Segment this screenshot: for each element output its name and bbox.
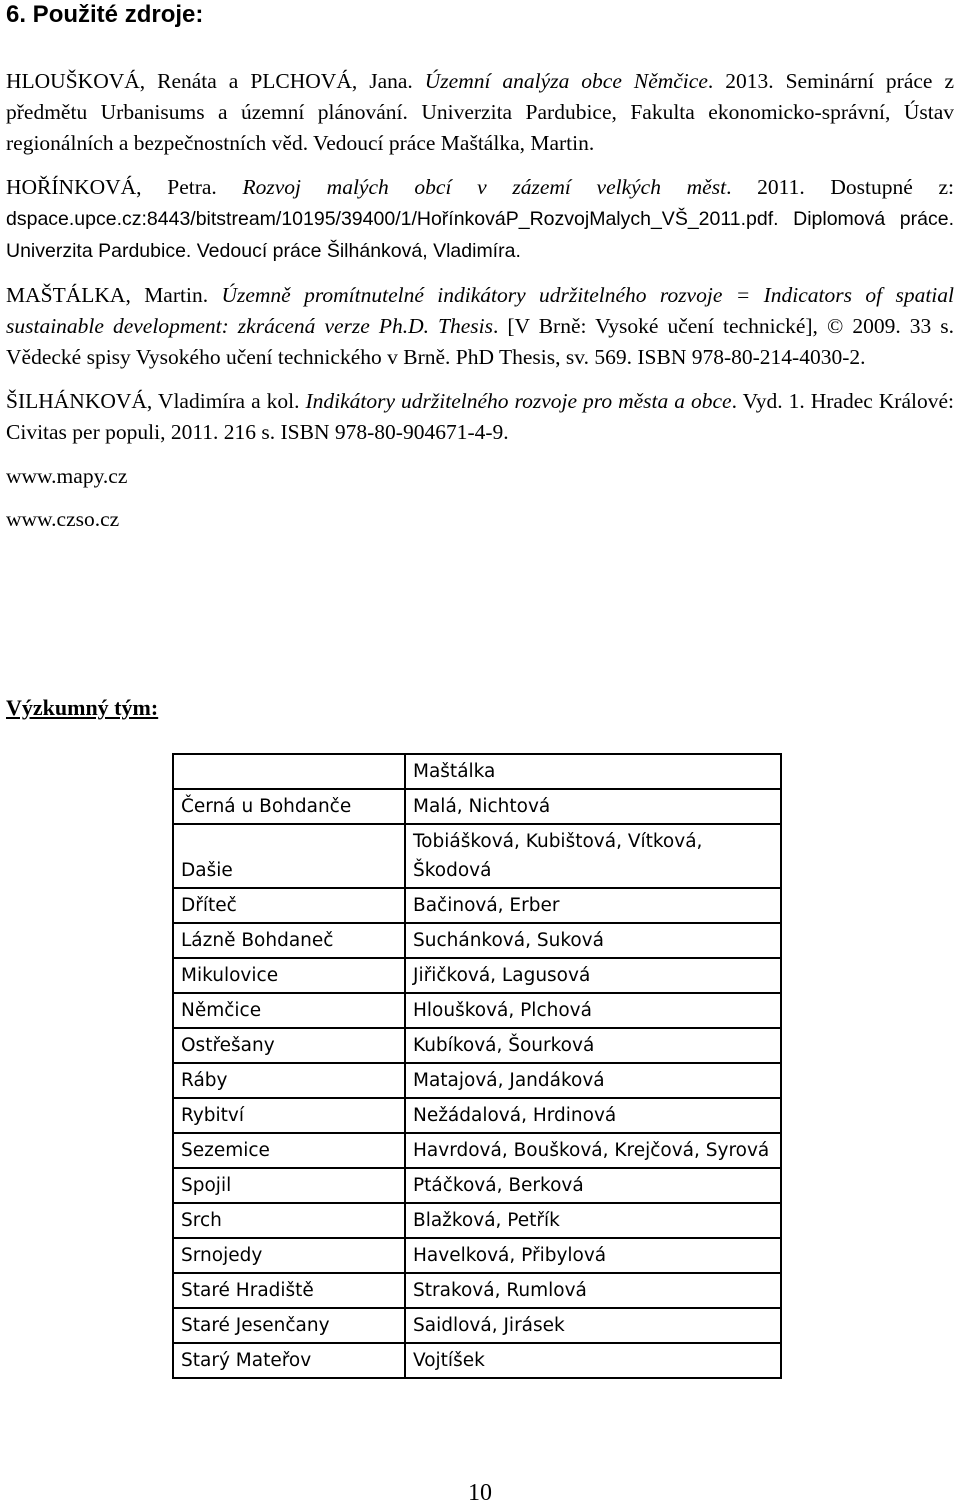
link-czso[interactable]: www.czso.cz — [6, 507, 120, 531]
reference-item — [6, 280, 954, 373]
members-cell: Havrdová, Boušková, Krejčová, Syrová — [405, 1133, 781, 1168]
page-number: 10 — [468, 1480, 492, 1506]
table-row — [173, 1028, 781, 1063]
table-row — [173, 923, 781, 958]
members-cell: Straková, Rumlová — [405, 1273, 781, 1308]
reference-url[interactable]: dspace.upce.cz:8443/bitstream/10195/39400/1/HořínkováP_RozvojMalych_VŠ_2011.pdf. — [6, 208, 779, 230]
members-cell: Hloušková, Plchová — [405, 993, 781, 1028]
reference-title: Indikátory udržitelného rozvoje pro města a obce — [305, 389, 732, 413]
town-cell: Mikulovice — [173, 958, 405, 993]
town-cell: Rybitví — [173, 1098, 405, 1133]
references-list — [6, 66, 954, 547]
members-cell: Bačinová, Erber — [405, 888, 781, 923]
team-table — [172, 753, 782, 1379]
members-cell: Saidlová, Jirásek — [405, 1308, 781, 1343]
team-heading: Výzkumný tým: — [6, 695, 159, 720]
town-cell: Lázně Bohdaneč — [173, 923, 405, 958]
members-cell: Tobiášková, Kubištová, Vítková, Škodová — [405, 824, 781, 888]
table-row — [173, 1133, 781, 1168]
reference-authors: MAŠTÁLKA, Martin. — [6, 283, 222, 307]
reference-authors: HLOUŠKOVÁ, Renáta a PLCHOVÁ, Jana. — [6, 69, 425, 93]
table-row — [173, 824, 781, 888]
reference-details: . 2013. Seminární práce z předmětu Urbanisums a územní plánování. Univerzita Pardubice, Fakulta ekonomicko-správní, Ústav regionálních a bezpečnostních věd. Vedoucí práce Maštálka, Martin. — [6, 69, 954, 155]
town-cell — [173, 754, 405, 789]
table-row — [173, 1238, 781, 1273]
reference-title: Územní analýza obce Němčice — [424, 69, 708, 93]
town-cell: Starý Mateřov — [173, 1343, 405, 1378]
town-cell: Staré Hradiště — [173, 1273, 405, 1308]
town-cell: Černá u Bohdanče — [173, 789, 405, 824]
reference-details: . 2011. Dostupné z: — [726, 175, 954, 199]
members-cell: Matajová, Jandáková — [405, 1063, 781, 1098]
town-cell: Ráby — [173, 1063, 405, 1098]
reference-item — [6, 66, 954, 159]
table-row — [173, 1168, 781, 1203]
reference-details: Diplomová práce. Univerzita Pardubice. Vedoucí práce Šilhánková, Vladimíra. — [6, 208, 954, 262]
town-cell: Srch — [173, 1203, 405, 1238]
members-cell: Maštálka — [405, 754, 781, 789]
town-cell: Ostřešany — [173, 1028, 405, 1063]
table-row — [173, 754, 781, 789]
members-cell: Kubíková, Šourková — [405, 1028, 781, 1063]
members-cell: Suchánková, Suková — [405, 923, 781, 958]
town-cell: Dašie — [173, 824, 405, 888]
reference-item — [6, 386, 954, 448]
reference-title: Rozvoj malých obcí v zázemí velkých měst — [242, 175, 727, 199]
table-row — [173, 888, 781, 923]
table-row — [173, 1308, 781, 1343]
members-cell: Jiřičková, Lagusová — [405, 958, 781, 993]
town-cell: Staré Jesenčany — [173, 1308, 405, 1343]
table-row — [173, 1273, 781, 1308]
table-row — [173, 958, 781, 993]
town-cell: Sezemice — [173, 1133, 405, 1168]
members-cell: Blažková, Petřík — [405, 1203, 781, 1238]
town-cell: Spojil — [173, 1168, 405, 1203]
reference-details: . Vyd. 1. Hradec Králové: Civitas per populi, 2011. 216 s. ISBN 978-80-904671-4-9. — [6, 389, 955, 444]
reference-authors: ŠILHÁNKOVÁ, Vladimíra a kol. — [6, 389, 306, 413]
town-cell: Srnojedy — [173, 1238, 405, 1273]
reference-details: . [V Brně: Vysoké učení technické], © 2009. 33 s. Vědecké spisy Vysokého učení technického v Brně. PhD Thesis, sv. 569. ISBN 978-80-214-4030-2. — [6, 314, 954, 369]
reference-title: Územně promítnutelné indikátory udržitelného rozvoje = Indicators of spatial sustainable development: zkrácená verze Ph.D. Thesis — [6, 283, 954, 338]
table-row — [173, 789, 781, 824]
link-mapy[interactable]: www.mapy.cz — [6, 464, 128, 488]
members-cell: Vojtíšek — [405, 1343, 781, 1378]
reference-authors: HOŘÍNKOVÁ, Petra. — [6, 175, 243, 199]
table-row — [173, 993, 781, 1028]
table-row — [173, 1203, 781, 1238]
town-cell: Dříteč — [173, 888, 405, 923]
reference-item — [6, 172, 954, 267]
town-cell: Němčice — [173, 993, 405, 1028]
table-row — [173, 1063, 781, 1098]
members-cell: Ptáčková, Berková — [405, 1168, 781, 1203]
members-cell: Nežádalová, Hrdinová — [405, 1098, 781, 1133]
table-row — [173, 1343, 781, 1378]
table-row — [173, 1098, 781, 1133]
members-cell: Malá, Nichtová — [405, 789, 781, 824]
members-cell: Havelková, Přibylová — [405, 1238, 781, 1273]
section-title: 6. Použité zdroje: — [6, 1, 204, 28]
